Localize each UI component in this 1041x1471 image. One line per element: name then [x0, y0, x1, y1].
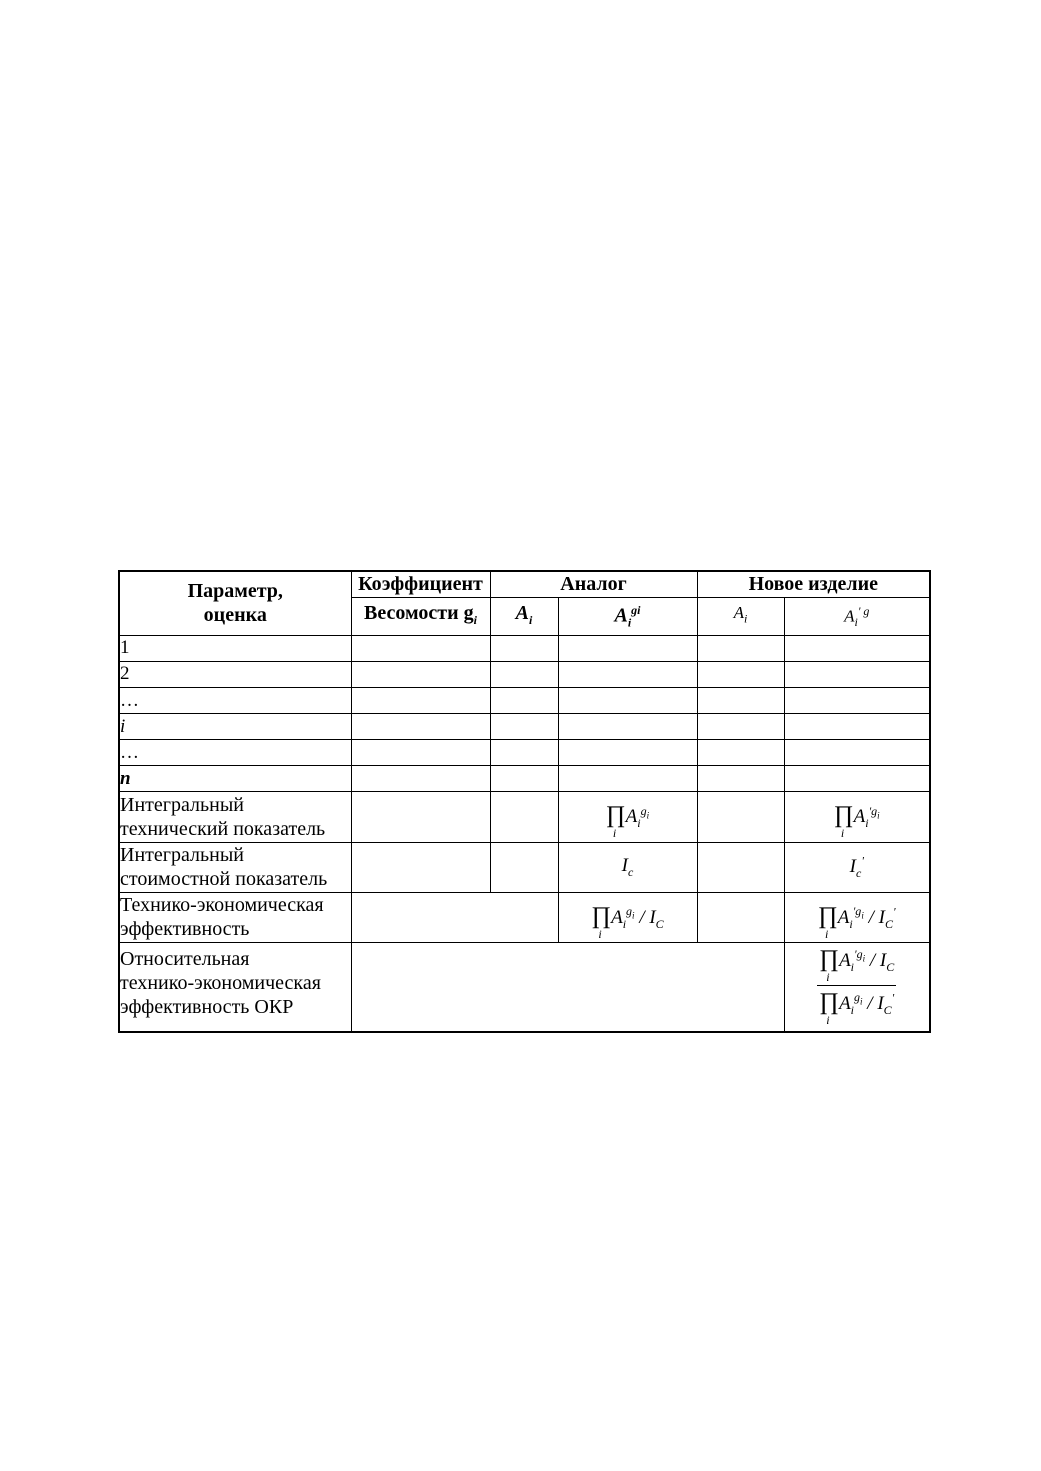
integral-cost-line1: Интегральный — [120, 844, 244, 867]
table-cell — [697, 661, 784, 687]
table-cell — [351, 740, 490, 766]
table-cell — [351, 766, 490, 792]
table-cell — [490, 635, 558, 661]
tech-econ-label — [119, 892, 351, 942]
integral-tech-new-formula — [784, 792, 930, 842]
table-cell — [697, 687, 784, 713]
table-cell — [351, 635, 490, 661]
table-cell — [784, 635, 930, 661]
integral-cost-label — [119, 842, 351, 892]
header-new-ai — [697, 597, 784, 635]
table-cell — [351, 661, 490, 687]
row-label: … — [119, 740, 351, 766]
table-row — [119, 687, 930, 713]
relative-fraction — [817, 947, 896, 1028]
header-new-agi — [784, 597, 930, 635]
table-cell — [697, 740, 784, 766]
table-cell — [558, 635, 697, 661]
integral-tech-line2: технический показатель — [120, 818, 326, 841]
analog-agi-sub: i — [627, 615, 632, 630]
table-cell — [490, 714, 558, 740]
integral-cost-analog-formula — [558, 842, 697, 892]
table-cell — [558, 687, 697, 713]
relative-label — [119, 943, 351, 1032]
table-cell — [697, 766, 784, 792]
integral-tech-line1: Интегральный — [120, 794, 244, 817]
integral-tech-analog-formula — [558, 792, 697, 842]
table-cell — [784, 766, 930, 792]
integral-cost-new-formula — [784, 842, 930, 892]
integral-tech-row — [119, 792, 930, 842]
analog-ai-index: i — [529, 612, 533, 627]
integral-cost-line2: стоимостной показатель — [120, 868, 328, 891]
fraction-numerator: ∏ i $A_i^{'g_i} / I_C$ — [819, 945, 895, 984]
header-weight-text: Весомости g — [364, 601, 474, 624]
header-row-1 — [119, 571, 930, 597]
integral-cost-row — [119, 842, 930, 892]
table-cell-merged — [351, 943, 784, 1032]
tech-econ-analog-formula — [558, 892, 697, 942]
relative-formula — [784, 943, 930, 1032]
integral-tech-label — [119, 792, 351, 842]
relative-line3: эффективность ОКР — [120, 996, 294, 1019]
row-label: i — [119, 714, 351, 740]
analog-agi-sup: gi — [631, 602, 641, 617]
row-label: 1 — [119, 635, 351, 661]
table-row — [119, 740, 930, 766]
table-cell — [490, 661, 558, 687]
table-cell — [351, 714, 490, 740]
analog-agi-symbol: A — [614, 604, 628, 627]
new-agi-sup: ' g — [857, 603, 870, 618]
table-cell — [351, 842, 490, 892]
header-analog: Аналог — [490, 571, 697, 597]
table-cell — [784, 687, 930, 713]
table-cell — [697, 635, 784, 661]
relative-row — [119, 943, 930, 1032]
new-agi-symbol: A — [844, 606, 855, 626]
table-cell — [490, 740, 558, 766]
header-weight-index: i — [473, 612, 477, 627]
tech-econ-line2: эффективность — [120, 918, 250, 941]
table-cell — [784, 740, 930, 766]
tech-econ-new-formula — [784, 892, 930, 942]
table-cell — [351, 687, 490, 713]
fraction-denominator: ∏ i $A_i^{g_i} / I_C'$ — [819, 988, 895, 1027]
tech-econ-line1: Технико-экономическая — [120, 894, 324, 917]
formula-ic-prime: $I_c'$ — [849, 853, 864, 880]
new-ai-symbol: A — [733, 603, 745, 623]
table-cell — [490, 792, 558, 842]
header-analog-agi — [558, 597, 697, 635]
new-ai-index: i — [744, 611, 748, 626]
formula-eff-new: ∏ i $A_i^{'g_i} / I_C'$ — [818, 902, 896, 941]
tech-econ-row — [119, 892, 930, 942]
table-cell-merged — [351, 892, 558, 942]
header-weight — [351, 597, 490, 635]
table-cell — [697, 792, 784, 842]
row-label: 2 — [119, 661, 351, 687]
table-cell — [558, 740, 697, 766]
row-label: … — [119, 687, 351, 713]
table-cell — [490, 687, 558, 713]
new-agi-sub: i — [854, 614, 858, 629]
table-cell — [558, 766, 697, 792]
header-param — [119, 571, 351, 635]
formula-ic: $I_c$ — [621, 854, 634, 879]
table-row — [119, 635, 930, 661]
table-cell — [784, 714, 930, 740]
formula-product-new: ∏ i $A_i^{'g_i}$ — [833, 802, 880, 841]
table-row — [119, 661, 930, 687]
relative-line1: Относительная — [120, 948, 250, 971]
header-param-line2: оценка — [203, 604, 267, 627]
table-cell — [490, 766, 558, 792]
relative-line2: технико-экономическая — [120, 972, 321, 995]
analog-ai-symbol: A — [515, 601, 529, 624]
table-row — [119, 766, 930, 792]
table-cell — [558, 661, 697, 687]
table-cell — [697, 842, 784, 892]
table-cell — [697, 892, 784, 942]
row-label: n — [119, 766, 351, 792]
formula-product-analog: ∏ i $A_i^{g_i}$ — [605, 802, 650, 841]
table-cell — [490, 842, 558, 892]
parameters-table — [118, 570, 931, 1033]
header-analog-ai — [490, 597, 558, 635]
table-cell — [784, 661, 930, 687]
formula-eff-analog: ∏ i $A_i^{g_i} / I_C$ — [591, 902, 664, 941]
header-coef: Коэффициент — [351, 571, 490, 597]
table-cell — [351, 792, 490, 842]
header-param-line1: Параметр, — [187, 580, 283, 603]
table-cell — [558, 714, 697, 740]
table-row — [119, 714, 930, 740]
header-new-item: Новое изделие — [697, 571, 930, 597]
table-cell — [697, 714, 784, 740]
